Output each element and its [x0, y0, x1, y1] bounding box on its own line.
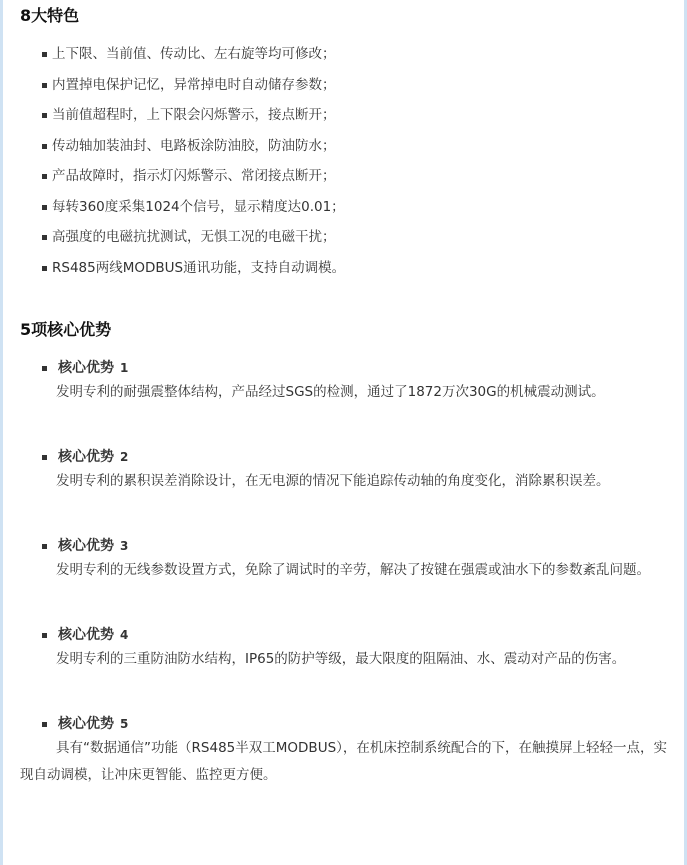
- square-bullet-icon: [42, 633, 47, 638]
- square-bullet-icon: [42, 144, 47, 149]
- advantage-title: 核心优势 3: [20, 535, 675, 557]
- advantages-heading: 5项核心优势: [20, 320, 112, 339]
- feature-item: 当前值超程时，上下限会闪烁警示，接点断开；: [20, 100, 675, 131]
- advantage-title: 核心优势 2: [20, 446, 675, 468]
- square-bullet-icon: [42, 366, 47, 371]
- square-bullet-icon: [42, 205, 47, 210]
- advantage-text: 发明专利的无线参数设置方式，免除了调试时的辛劳，解决了按键在强震或油水下的参数紊乱问题。: [56, 562, 650, 578]
- advantage-item: [20, 446, 675, 495]
- advantage-title: 核心优势 1: [20, 357, 675, 379]
- square-bullet-icon: [42, 52, 47, 57]
- advantage-text: 发明专利的耐强震整体结构，产品经过SGS的检测，通过了1872万次30G的机械震动测试。: [56, 384, 605, 400]
- feature-item: 传动轴加装油封、电路板涂防油胶，防油防水；: [20, 131, 675, 162]
- features-heading: 8大特色: [20, 6, 80, 25]
- features-list: [20, 39, 675, 283]
- square-bullet-icon: [42, 544, 47, 549]
- square-bullet-icon: [42, 722, 47, 727]
- feature-item: 高强度的电磁抗扰测试，无惧工况的电磁干扰；: [20, 222, 675, 253]
- advantage-text: 发明专利的累积误差消除设计，在无电源的情况下能追踪传动轴的角度变化，消除累积误差。: [56, 473, 610, 489]
- square-bullet-icon: [42, 113, 47, 118]
- feature-item: RS485两线MODBUS通讯功能，支持自动调模。: [20, 253, 675, 284]
- advantage-item: [20, 624, 675, 673]
- square-bullet-icon: [42, 235, 47, 240]
- square-bullet-icon: [42, 455, 47, 460]
- advantage-item: [20, 535, 675, 584]
- square-bullet-icon: [42, 266, 47, 271]
- advantage-item: [20, 357, 675, 406]
- square-bullet-icon: [42, 174, 47, 179]
- advantage-text: 具有“数据通信”功能（RS485半双工MODBUS），在机床控制系统配合的下，在触摸屏上轻轻一点，实现自动调模，让冲床更智能、监控更方便。: [20, 740, 667, 783]
- advantage-text: 发明专利的三重防油防水结构，IP65的防护等级，最大限度的阻隔油、水、震动对产品的伤害。: [56, 651, 626, 667]
- feature-item: 内置掉电保护记忆，异常掉电时自动储存参数；: [20, 70, 675, 101]
- feature-item: 产品故障时，指示灯闪烁警示、常闭接点断开；: [20, 161, 675, 192]
- article-content: [20, 0, 675, 829]
- advantages-list: [20, 357, 675, 789]
- frame-left-border: [0, 0, 3, 865]
- square-bullet-icon: [42, 83, 47, 88]
- advantage-title: 核心优势 4: [20, 624, 675, 646]
- advantage-title: 核心优势 5: [20, 713, 675, 735]
- feature-item: 上下限、当前值、传动比、左右旋等均可修改；: [20, 39, 675, 70]
- feature-item: 每转360度采集1024个信号，显示精度达0.01；: [20, 192, 675, 223]
- advantage-item: [20, 713, 675, 789]
